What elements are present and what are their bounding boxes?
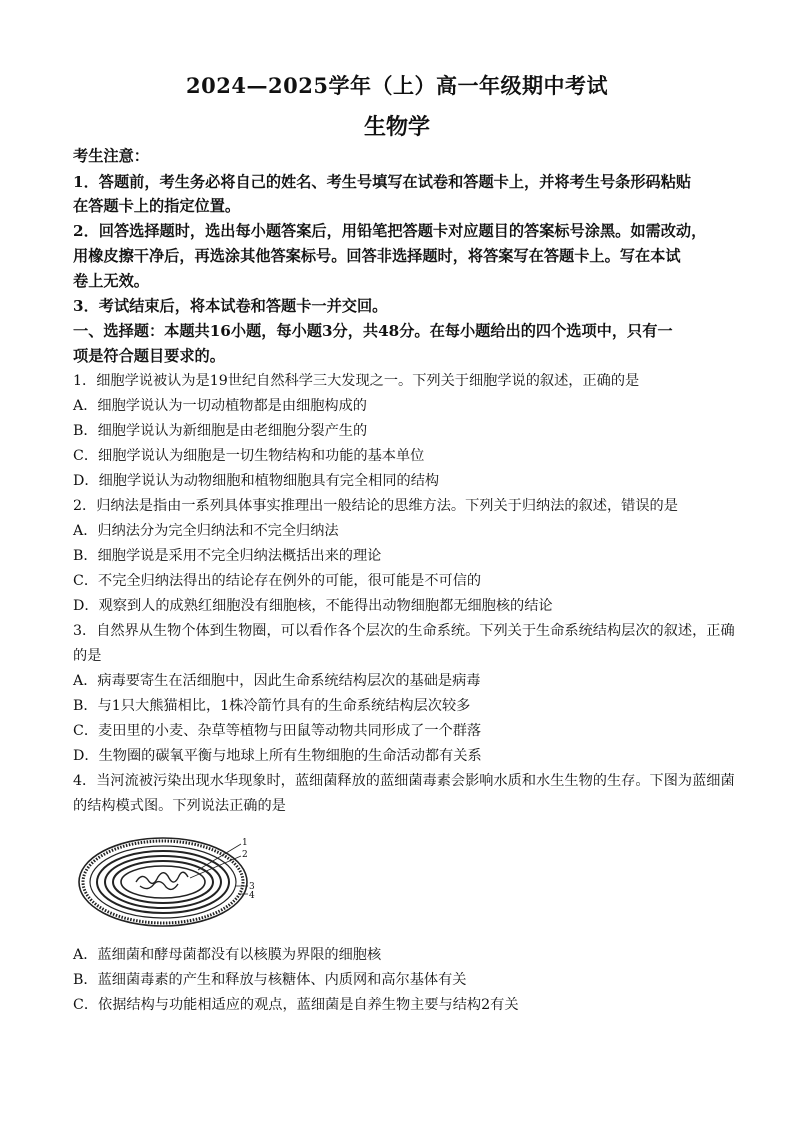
question-3-option-b: B．与1只大熊猫相比，1株冷箭竹具有的生命系统结构层次较多 xyxy=(73,698,471,714)
cyanobacteria-diagram xyxy=(78,830,258,930)
thylakoid-ring xyxy=(121,866,205,898)
question-1-option-a: A．细胞学说认为一切动植物都是由细胞构成的 xyxy=(73,398,367,414)
figure-label-4: 4 xyxy=(249,891,255,901)
exam-title: 2024—2025学年（上）高一年级期中考试 xyxy=(186,73,608,98)
subject-title: 生物学 xyxy=(363,114,430,140)
question-2-option-d: D．观察到人的成熟红细胞没有细胞核，不能得出动物细胞都无细胞核的结论 xyxy=(73,598,553,614)
question-2-option-c: C．不完全归纳法得出的结论存在例外的可能，很可能是不可信的 xyxy=(73,573,482,589)
question-1-option-d: D．细胞学说认为动物细胞和植物细胞具有完全相同的结构 xyxy=(73,473,440,489)
notice-line: 在答题卡上的指定位置。 xyxy=(73,197,241,215)
thylakoid-ring xyxy=(105,856,221,908)
question-2-option-a: A．归纳法分为完全归纳法和不完全归纳法 xyxy=(73,523,339,539)
question-4-option-b: B．蓝细菌毒素的产生和释放与核糖体、内质网和高尔基体有关 xyxy=(73,972,467,988)
question-4-stem: 4．当河流被污染出现水华现象时，蓝细菌释放的蓝细菌毒素会影响水质和水生生物的生存。下图为蓝细菌 xyxy=(73,773,735,789)
question-4-option-a: A．蓝细菌和酵母菌都没有以核膜为界限的细胞核 xyxy=(73,947,382,963)
question-1-option-b: B．细胞学说认为新细胞是由老细胞分裂产生的 xyxy=(73,423,368,439)
figure-label-1: 1 xyxy=(242,838,248,848)
question-1-option-c: C．细胞学说认为细胞是一切生物结构和功能的基本单位 xyxy=(73,448,425,464)
question-4-stem-cont: 的结构模式图。下列说法正确的是 xyxy=(73,798,286,814)
question-3-stem-cont: 的是 xyxy=(73,648,102,664)
question-3-option-c: C．麦田里的小麦、杂草等植物与田鼠等动物共同形成了一个群落 xyxy=(73,723,482,739)
notice-line: 用橡皮擦干净后，再选涂其他答案标号。回答非选择题时，将答案写在答题卡上。写在本试 xyxy=(73,247,681,265)
figure-label-2: 2 xyxy=(242,850,248,860)
question-3-option-d: D．生物圈的碳氧平衡与地球上所有生物细胞的生命活动都有关系 xyxy=(73,748,482,764)
notice-line: 3．考试结束后，将本试卷和答题卡一并交回。 xyxy=(73,297,388,315)
section-heading: 一、选择题：本题共16小题，每小题3分，共48分。在每小题给出的四个选项中，只有一 xyxy=(73,322,673,340)
notice-heading: 考生注意： xyxy=(73,147,149,165)
cyanobacteria-svg xyxy=(78,830,258,930)
question-4-option-c: C．依据结构与功能相适应的观点，蓝细菌是自养生物主要与结构2有关 xyxy=(73,997,519,1013)
figure-label-3: 3 xyxy=(249,882,255,892)
nucleoid xyxy=(136,872,188,889)
notice-line: 1．答题前，考生务必将自己的姓名、考生号填写在试卷和答题卡上，并将考生号条形码粘贴 xyxy=(73,173,692,191)
question-1-stem: 1．细胞学说被认为是19世纪自然科学三大发现之一。下列关于细胞学说的叙述，正确的是 xyxy=(73,373,640,389)
question-3-stem: 3．自然界从生物个体到生物圈，可以看作各个层次的生命系统。下列关于生命系统结构层次的叙述，正确 xyxy=(73,623,735,639)
notice-line: 2．回答选择题时，选出每小题答案后，用铅笔把答题卡对应题目的答案标号涂黑。如需改动， xyxy=(73,222,707,240)
question-2-option-b: B．细胞学说是采用不完全归纳法概括出来的理论 xyxy=(73,548,382,564)
question-2-stem: 2．归纳法是指由一系列具体事实推理出一般结论的思维方法。下列关于归纳法的叙述，错误的是 xyxy=(73,498,678,514)
section-heading: 项是符合题目要求的。 xyxy=(73,347,225,365)
question-3-option-a: A．病毒要寄生在活细胞中，因此生命系统结构层次的基础是病毒 xyxy=(73,673,481,689)
capsule-layer xyxy=(83,841,243,923)
thylakoid-ring xyxy=(113,861,213,903)
notice-line: 卷上无效。 xyxy=(73,272,149,290)
